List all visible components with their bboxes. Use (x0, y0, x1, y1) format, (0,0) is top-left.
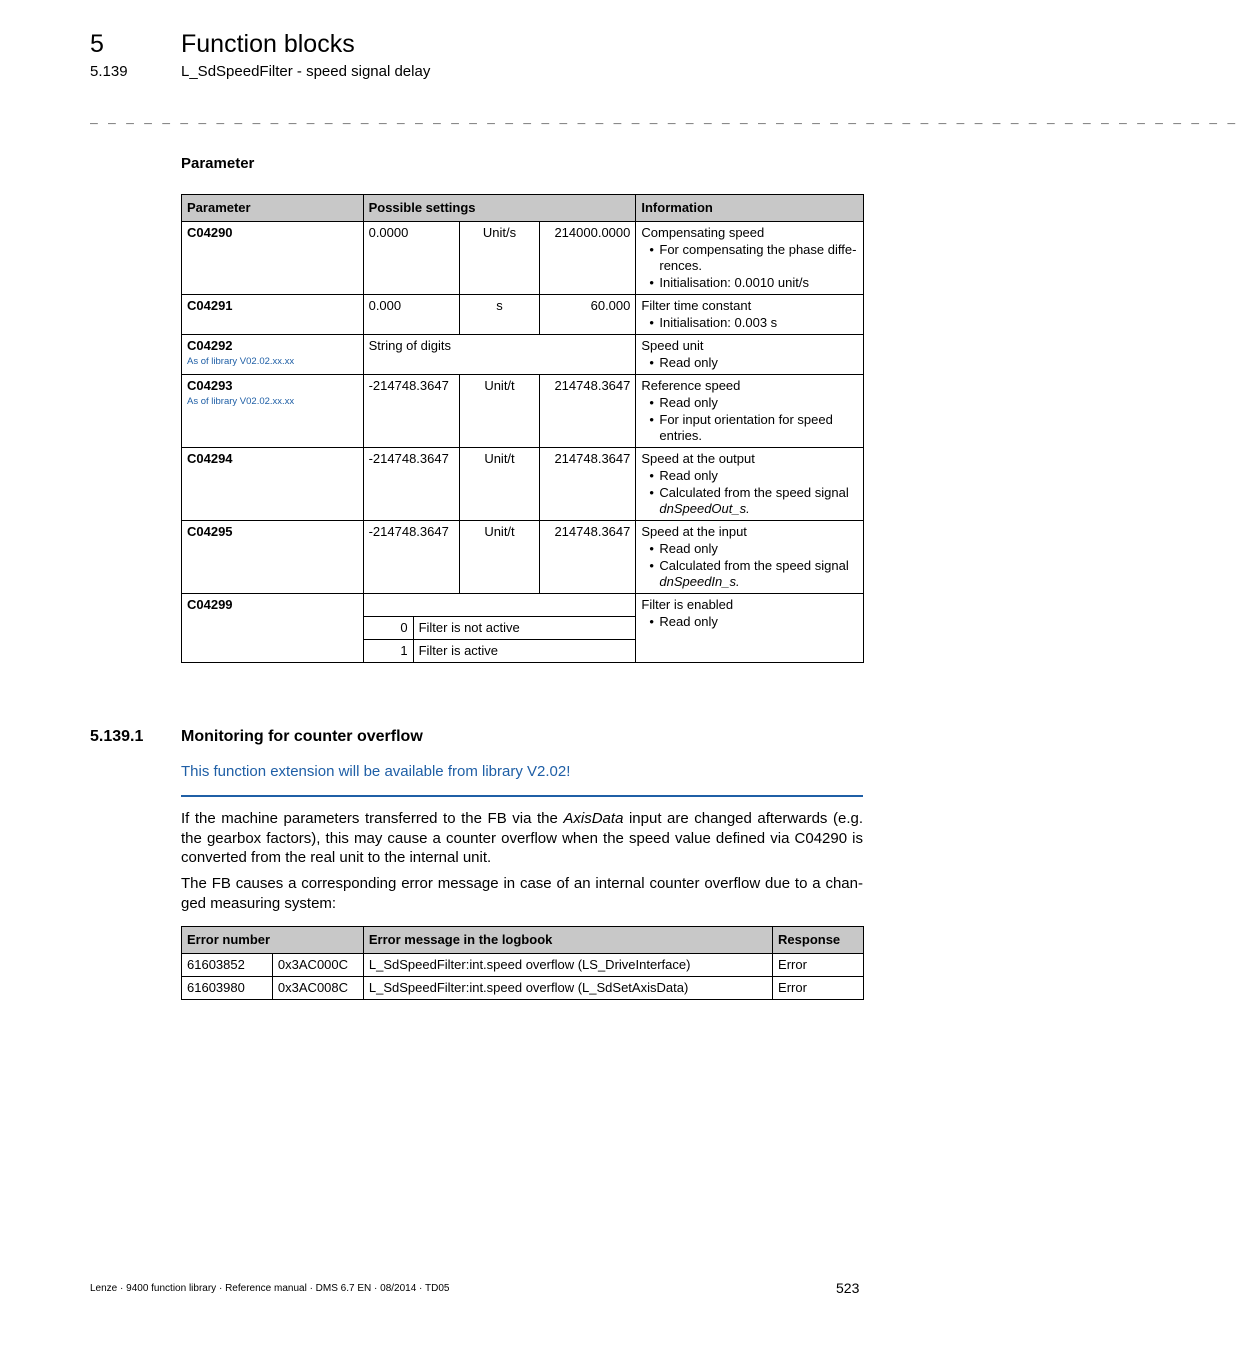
error-number-dec: 61603980 (182, 977, 273, 1000)
min-value: -214748.3647 (363, 375, 459, 448)
parameter-code: C04293 (187, 378, 233, 393)
library-version-link[interactable]: As of library V02.02.xx.xx (187, 356, 295, 367)
table-row (182, 222, 864, 295)
info-cell (636, 375, 864, 448)
section-number: 5.139 (90, 63, 128, 80)
min-value: -214748.3647 (363, 448, 459, 521)
parameter-code-cell (182, 375, 364, 448)
info-bullet: • Read only (641, 468, 858, 484)
subsection-title: Monitoring for counter overflow (181, 728, 423, 745)
info-bullet-text: Calculated from the speed signal (659, 485, 849, 500)
table-row (182, 335, 864, 375)
table-row (182, 448, 864, 521)
column-header: Information (636, 195, 864, 222)
column-header: Error message in the logbook (363, 927, 772, 954)
library-note: This function extension will be available from library V2.02! (181, 763, 571, 780)
parameter-code: C04299 (187, 597, 233, 612)
signal-name: dnSpeedIn_s. (659, 574, 740, 589)
info-bullet: • Read only (641, 395, 858, 411)
error-number-hex: 0x3AC000C (272, 954, 363, 977)
table-header-row (182, 195, 864, 222)
parameter-code-cell (182, 594, 364, 663)
signal-name: dnSpeedOut_s. (659, 501, 750, 516)
column-header: Possible settings (363, 195, 636, 222)
max-value: 214000.0000 (540, 222, 636, 295)
error-table (181, 926, 864, 1000)
info-title: Filter time constant (641, 298, 752, 313)
info-cell (636, 295, 864, 335)
info-cell (636, 594, 864, 663)
library-version-link[interactable]: As of library V02.02.xx.xx (187, 396, 295, 407)
axisdata-term: AxisData (563, 810, 624, 827)
option-value: 0 (363, 617, 413, 640)
min-value: 0.0000 (363, 222, 459, 295)
max-value: 214748.3647 (540, 375, 636, 448)
info-bullet-text: Calculated from the speed signal (659, 558, 849, 573)
parameter-code-cell (182, 521, 364, 594)
info-bullet: • For input orientation for speed entries. (641, 412, 858, 444)
table-row (182, 594, 864, 617)
error-message: L_SdSpeedFilter:int.speed overflow (L_SdSetAxisData) (363, 977, 772, 1000)
column-header: Parameter (182, 195, 364, 222)
info-title: Filter is enabled (641, 597, 734, 612)
error-message: L_SdSpeedFilter:int.speed overflow (LS_DriveInterface) (363, 954, 772, 977)
info-title: Speed at the input (641, 524, 747, 539)
option-text: Filter is not active (413, 617, 636, 640)
parameter-code-cell (182, 335, 364, 375)
info-cell (636, 222, 864, 295)
parameter-code: C04292 (187, 338, 233, 353)
paragraph-text: input are changed afterwards (e.g. the gearbox factors), this may cause a counter overflow when the speed value defined via C04290 is converted from the real unit to the internal unit. (181, 810, 863, 866)
info-bullet (641, 485, 858, 517)
parameter-code-cell (182, 448, 364, 521)
info-cell (636, 448, 864, 521)
info-title: Speed at the output (641, 451, 755, 466)
setting-text: String of digits (363, 335, 636, 375)
parameter-heading: Parameter (181, 155, 255, 172)
unit: s (459, 295, 540, 335)
info-title: Reference speed (641, 378, 741, 393)
info-bullet (641, 558, 858, 590)
parameter-code-cell (182, 295, 364, 335)
max-value: 60.000 (540, 295, 636, 335)
paragraph: The FB causes a corresponding error message in case of an internal counter overflow due to a chan-ged measuring system: (181, 875, 863, 912)
info-cell (636, 521, 864, 594)
option-text: Filter is active (413, 640, 636, 663)
header-separator: _ _ _ _ _ _ _ _ _ _ _ _ _ _ _ _ _ _ _ _ _ _ _ _ _ _ _ _ _ _ _ _ _ _ _ _ _ _ _ _ _ _ _ _ _ _ _ _ _ _ _ _ _ _ _ _ _ _ _ _ _ _ _ _ (90, 110, 1236, 125)
info-bullet: • Read only (641, 541, 858, 557)
error-number-dec: 61603852 (182, 954, 273, 977)
info-title: Speed unit (641, 338, 704, 353)
table-header-row (182, 927, 864, 954)
min-value: -214748.3647 (363, 521, 459, 594)
option-value: 1 (363, 640, 413, 663)
info-bullet: • For compensating the phase diffe-rences. (641, 242, 858, 274)
info-cell (636, 335, 864, 375)
column-header: Response (773, 927, 864, 954)
chapter-title: Function blocks (181, 30, 355, 58)
note-divider (181, 795, 863, 797)
unit: Unit/s (459, 222, 540, 295)
min-value: 0.000 (363, 295, 459, 335)
parameter-table (181, 194, 864, 663)
max-value: 214748.3647 (540, 448, 636, 521)
error-response: Error (773, 977, 864, 1000)
table-row (182, 977, 864, 1000)
parameter-code-cell (182, 222, 364, 295)
chapter-number: 5 (90, 30, 104, 58)
info-title: Compensating speed (641, 225, 765, 240)
section-title: L_SdSpeedFilter - speed signal delay (181, 63, 431, 80)
unit: Unit/t (459, 448, 540, 521)
parameter-code: C04290 (187, 225, 233, 240)
table-row (182, 375, 864, 448)
footer-text: Lenze · 9400 function library · Reference manual · DMS 6.7 EN · 08/2014 · TD05 (90, 1283, 450, 1294)
error-number-hex: 0x3AC008C (272, 977, 363, 1000)
error-response: Error (773, 954, 864, 977)
paragraph (181, 809, 863, 868)
unit: Unit/t (459, 521, 540, 594)
table-row (182, 295, 864, 335)
table-row (182, 954, 864, 977)
parameter-code: C04291 (187, 298, 233, 313)
info-bullet: • Initialisation: 0.003 s (641, 315, 858, 331)
info-bullet: • Read only (641, 614, 858, 630)
parameter-code: C04294 (187, 451, 233, 466)
table-row (182, 521, 864, 594)
page-number: 523 (836, 1280, 860, 1296)
subsection-number: 5.139.1 (90, 728, 144, 745)
unit: Unit/t (459, 375, 540, 448)
empty-setting-cell (363, 594, 636, 617)
parameter-code: C04295 (187, 524, 233, 539)
paragraph-text: If the machine parameters transferred to the FB via the (181, 810, 564, 827)
info-bullet: • Read only (641, 355, 858, 371)
max-value: 214748.3647 (540, 521, 636, 594)
column-header: Error number (182, 927, 364, 954)
info-bullet: • Initialisation: 0.0010 unit/s (641, 275, 858, 291)
